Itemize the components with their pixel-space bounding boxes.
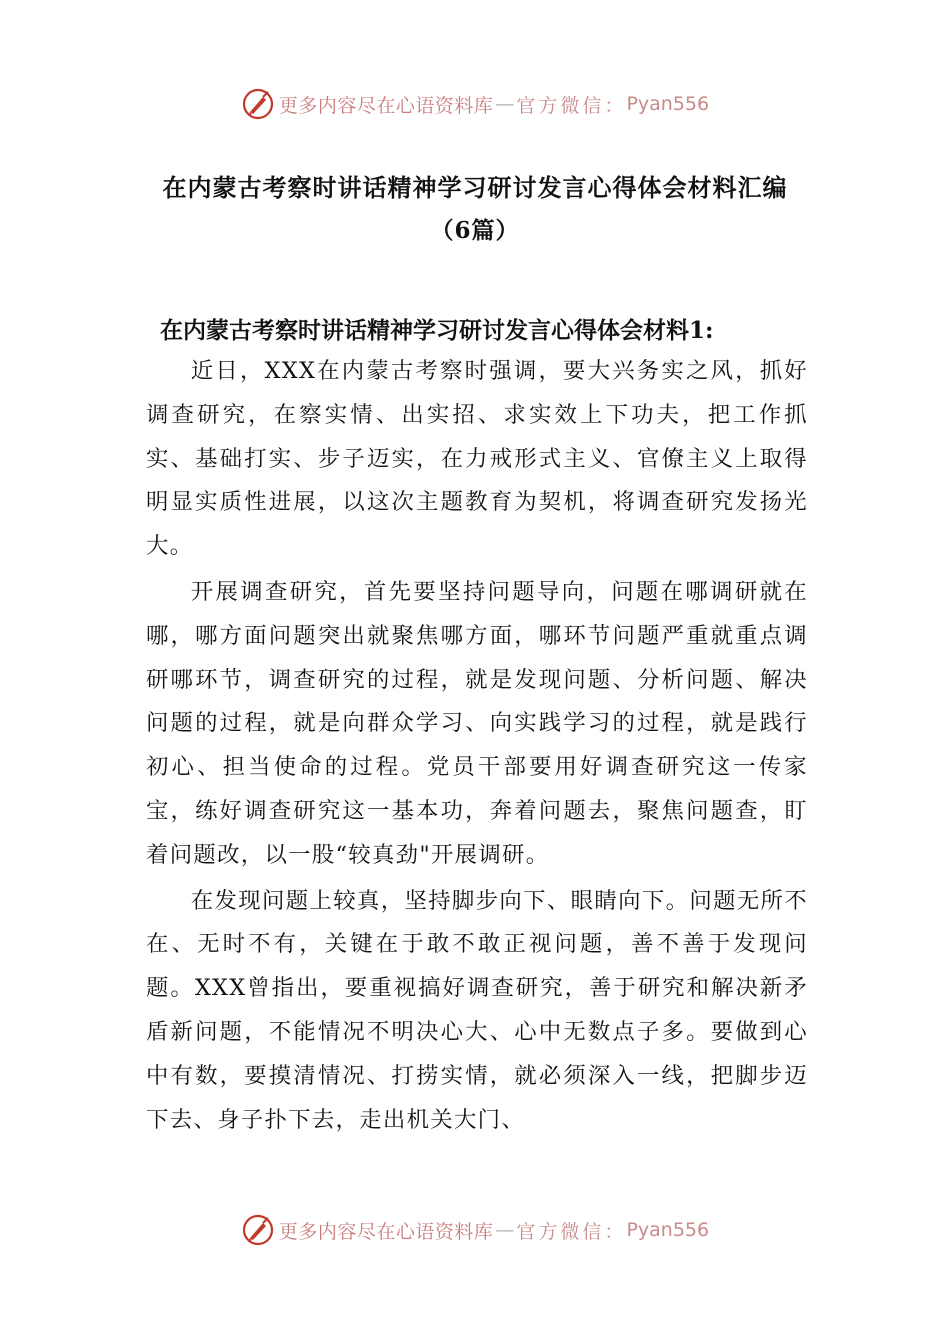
banner-wechat-label: 官方微信： [516, 94, 627, 117]
banner-wechat-label: 官方微信： [516, 1220, 627, 1243]
banner-wechat-id: Pyan556 [626, 93, 710, 115]
pen-quill-logo-icon [241, 1213, 275, 1247]
banner-separator: — [495, 1219, 515, 1241]
document-body [146, 350, 808, 1144]
footer-watermark-banner [0, 1210, 950, 1250]
section-heading: 在内蒙古考察时讲话精神学习研讨发言心得体会材料1: [160, 317, 714, 344]
header-watermark-banner [0, 84, 950, 124]
banner-wechat-id: Pyan556 [626, 1219, 710, 1241]
pen-quill-logo-icon [241, 87, 275, 121]
banner-text: 更多内容尽在心语资料库 [278, 1220, 494, 1243]
body-paragraph: 在发现问题上较真，坚持脚步向下、眼睛向下。问题无所不在、无时不有，关键在于敢不敢正视问题，善不善于发现问题。XXX曾指出，要重视搞好调查研究，善于研究和解决新矛盾新问题，不能情况不明决心大、心中无数点子多。要做到心中有数，要摸清情况、打捞实情，就必须深入一线，把脚步迈下去、身子扑下去，走出机关大门、 [146, 887, 808, 1133]
body-paragraph: 开展调查研究，首先要坚持问题导向，问题在哪调研就在哪，哪方面问题突出就聚焦哪方面，哪环节问题严重就重点调研哪环节，调查研究的过程，就是发现问题、分析问题、解决问题的过程，就是向群众学习、向实践学习的过程，就是践行初心、担当使命的过程。党员干部要用好调查研究这一传家宝，练好调查研究这一基本功，奔着问题去，聚焦问题查，盯着问题改，以一股“较真劲"开展调研。 [146, 578, 808, 868]
banner-separator: — [495, 93, 515, 115]
body-paragraph: 近日，XXX在内蒙古考察时强调，要大兴务实之风，抓好调查研究，在察实情、出实招、求实效上下功夫，把工作抓实、基础打实、步子迈实，在力戒形式主义、官僚主义上取得明显实质性进展，以这次主题教育为契机，将调查研究发扬光大。 [146, 358, 808, 560]
document-subtitle: （6篇） [430, 217, 520, 244]
document-title: 在内蒙古考察时讲话精神学习研讨发言心得体会材料汇编 [162, 173, 788, 202]
banner-text: 更多内容尽在心语资料库 [278, 94, 494, 117]
